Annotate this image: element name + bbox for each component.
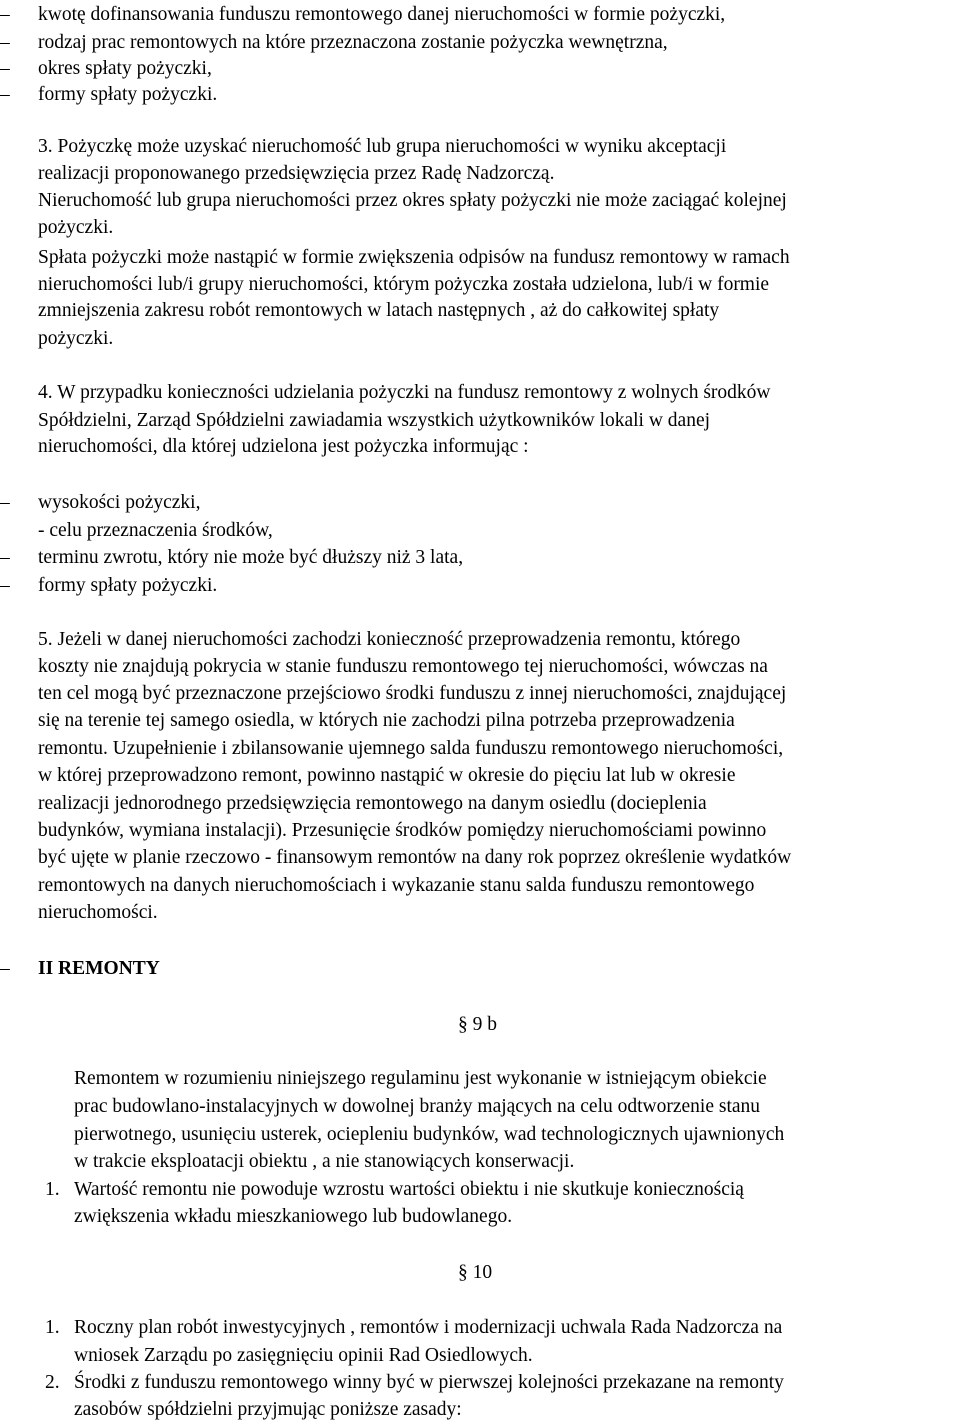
list-item: - celu przeznaczenia środków, [38,520,273,541]
text-line: się na terenie tej samego osiedla, w których nie zachodzi pilna potrzeba przeprowadzenia [38,710,735,731]
text-line: być ujęte w planie rzeczowo - finansowym remontów na dany rok poprzez określenie wydatków [38,847,792,868]
text-line: w trakcie eksploatacji obiektu , a nie stanowiących konserwacji. [74,1151,575,1172]
list-item: wysokości pożyczki, [38,492,201,513]
text-line: realizacji proponowanego przedsięwzięcia przez Radę Nadzorczą. [38,163,555,184]
dash-bullet: – [0,492,10,513]
text-line: Wartość remontu nie powoduje wzrostu wartości obiektu i nie skutkuje koniecznością [74,1179,744,1200]
text-line: prac budowlano-instalacyjnych w dowolnej branży mających na celu odtworzenie stanu [74,1096,761,1117]
text-line: koszty nie znajdują pokrycia w stanie funduszu remontowego tej nieruchomości, wówczas na [38,656,768,677]
text-line: Środki z funduszu remontowego winny być w pierwszej kolejności przekazane na remonty [74,1372,784,1393]
text-line: Roczny plan robót inwestycyjnych , remontów i modernizacji uchwala Rada Nadzorcza na [74,1317,783,1338]
section-heading: II REMONTY [38,958,160,979]
text-line: Remontem w rozumieniu niniejszego regulaminu jest wykonanie w istniejącym obiekcie [74,1068,767,1089]
list-item: okres spłaty pożyczki, [38,58,212,79]
text-line: pożyczki. [38,328,114,349]
dash-bullet: – [0,547,10,568]
list-item: rodzaj prac remontowych na które przeznaczona zostanie pożyczka wewnętrzna, [38,32,668,53]
text-line: remontowych na danych nieruchomościach i wykazanie stanu salda funduszu remontowego [38,875,755,896]
dash-bullet: – [0,958,10,979]
section-heading-10: § 10 [458,1262,493,1283]
dash-bullet: – [0,84,10,105]
text-line: zmniejszenia zakresu robót remontowych w latach następnych , aż do całkowitej spłaty [38,300,720,321]
list-item: kwotę dofinansowania funduszu remontowego danej nieruchomości w formie pożyczki, [38,4,726,25]
text-line: nieruchomości lub/i grupy nieruchomości, którym pożyczka została udzielona, lub/i w formie [38,274,770,295]
list-item: formy spłaty pożyczki. [38,84,218,105]
item-number: 2. [45,1372,60,1393]
dash-bullet: – [0,575,10,596]
text-line: pierwotnego, usunięciu usterek, ociepleniu budynków, wad technologicznych ujawnionych [74,1124,785,1145]
item-number: 1. [45,1179,60,1200]
dash-bullet: – [0,32,10,53]
text-line: 3. Pożyczkę może uzyskać nieruchomość lub grupa nieruchomości w wyniku akceptacji [38,136,727,157]
text-line: nieruchomości. [38,902,158,923]
item-number: 1. [45,1317,60,1338]
section-heading-9b: § 9 b [458,1014,497,1035]
dash-bullet: – [0,58,10,79]
text-line: zasobów spółdzielni przyjmując poniższe zasady: [74,1399,462,1420]
text-line: budynków, wymiana instalacji). Przesunięcie środków pomiędzy nieruchomościami powinno [38,820,767,841]
text-line: Spłata pożyczki może nastąpić w formie zwiększenia odpisów na fundusz remontowy w ramach [38,247,790,268]
list-item: terminu zwrotu, który nie może być dłuższy niż 3 lata, [38,547,464,568]
text-line: Spółdzielni, Zarząd Spółdzielni zawiadamia wszystkich użytkowników lokali w danej [38,410,711,431]
dash-bullet: – [0,4,10,25]
text-line: pożyczki. [38,217,114,238]
list-item: formy spłaty pożyczki. [38,575,218,596]
text-line: w której przeprowadzono remont, powinno nastąpić w okresie do pięciu lat lub w okresie [38,765,736,786]
text-line: nieruchomości, dla której udzielona jest pożyczka informując : [38,436,529,457]
text-line: 4. W przypadku konieczności udzielania pożyczki na fundusz remontowy z wolnych środków [38,382,771,403]
text-line: remontu. Uzupełnienie i zbilansowanie ujemnego salda funduszu remontowego nieruchomości, [38,738,784,759]
text-line: zwiększenia wkładu mieszkaniowego lub budowlanego. [74,1206,513,1227]
text-line: Nieruchomość lub grupa nieruchomości przez okres spłaty pożyczki nie może zaciągać kolejnej [38,190,787,211]
text-line: 5. Jeżeli w danej nieruchomości zachodzi konieczność przeprowadzenia remontu, którego [38,629,741,650]
text-line: wniosek Zarządu po zasięgnięciu opinii Rad Osiedlowych. [74,1345,533,1366]
text-line: ten cel mogą być przeznaczone przejściowo środki funduszu z innej nieruchomości, znajdującej [38,683,787,704]
text-line: realizacji jednorodnego przedsięwzięcia remontowego na danym osiedlu (docieplenia [38,793,707,814]
